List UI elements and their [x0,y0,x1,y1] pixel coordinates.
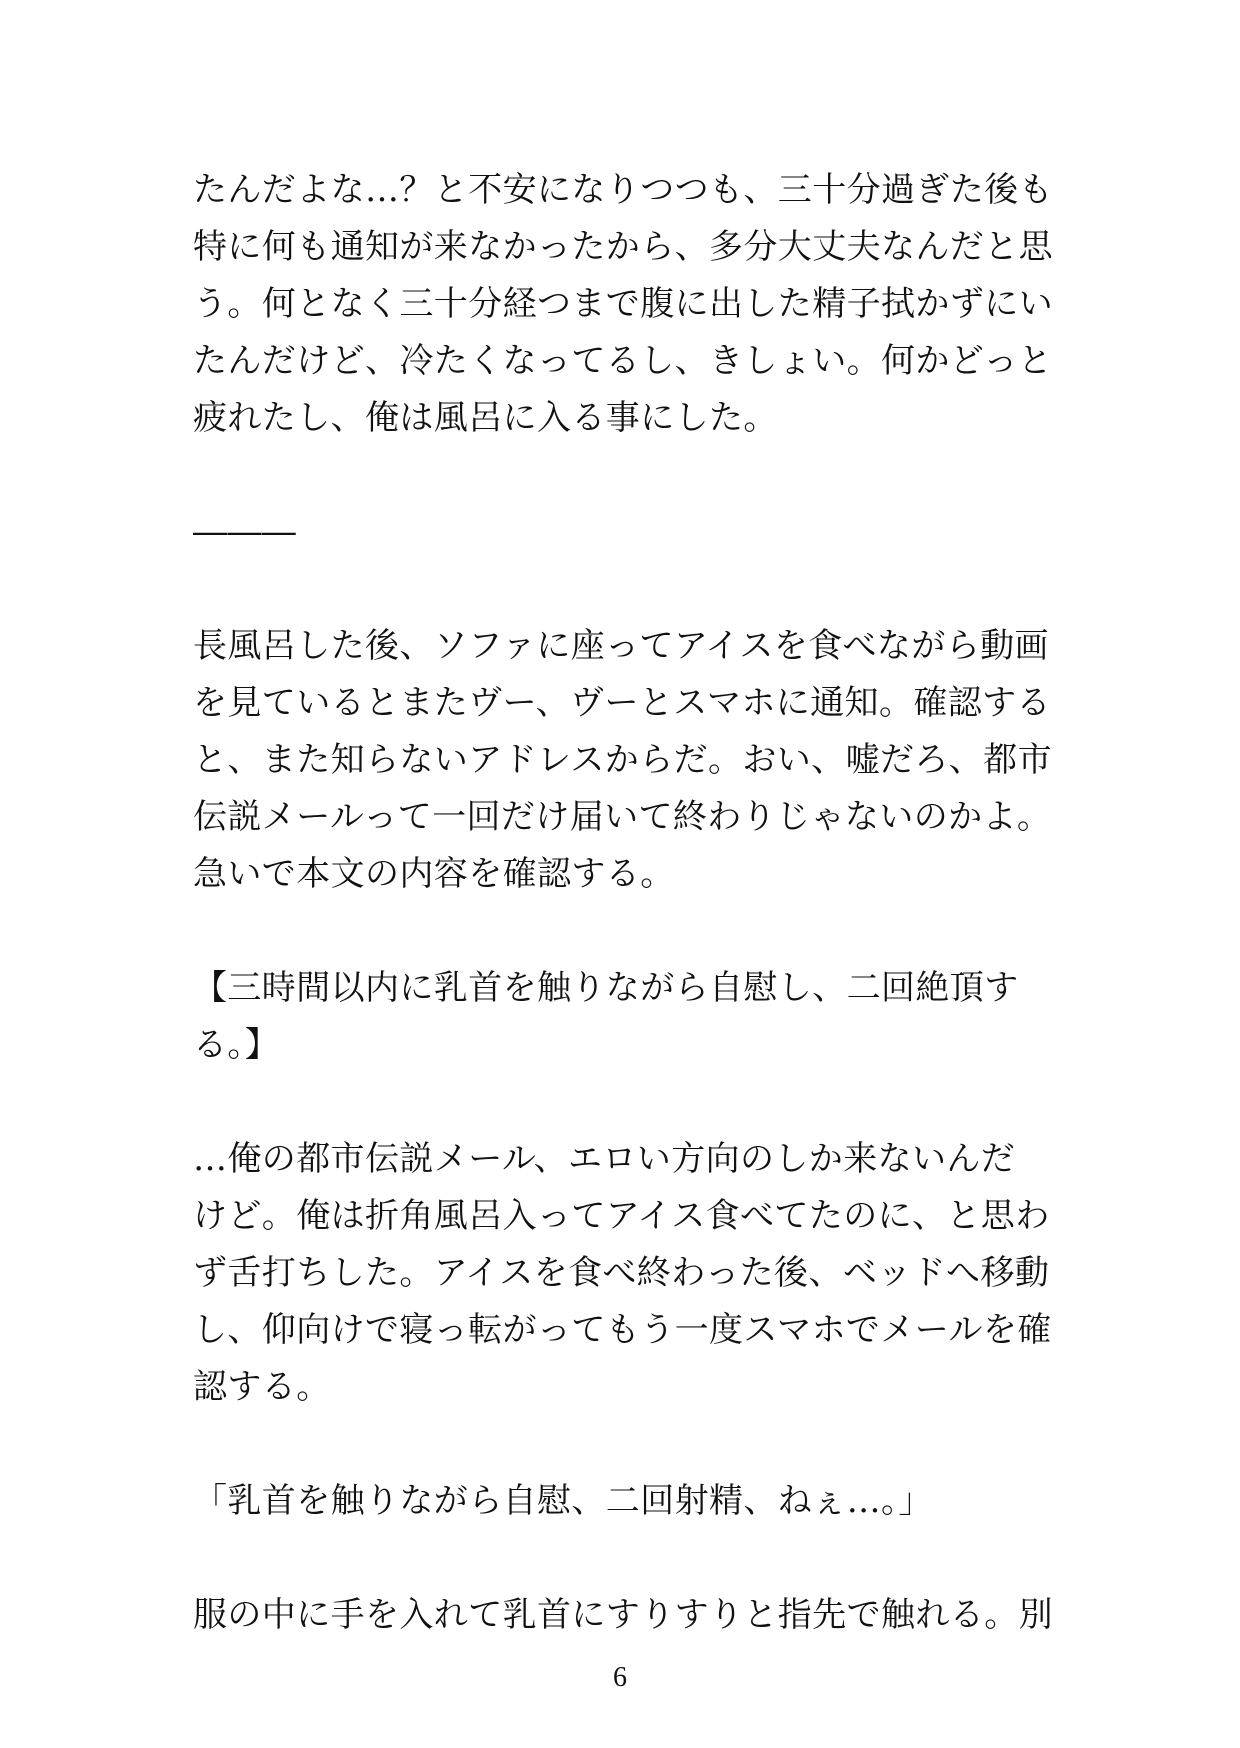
text-line: 特に何も通知が来なかったから、多分大丈夫なんだと思 [193,227,1053,267]
text-line: 【三時間以内に乳首を触りながら自慰し、二回絶頂す [193,968,1019,1008]
text-line: 長風呂した後、ソファに座ってアイスを食べながら動画 [193,626,1049,666]
text-line: 疲れたし、俺は風呂に入る事にした。 [193,398,778,438]
text-line: 認する。 [193,1367,331,1407]
paragraph [193,162,1073,447]
text-line: たんだよな…？と不安になりつつも、三十分過ぎた後も [193,170,1053,210]
text-line: と、また知らないアドレスからだ。おい、嘘だろ、都市 [193,740,1052,780]
text-line: …俺の都市伝説メール、エロい方向のしか来ないんだ [193,1139,1016,1179]
text-line: う。何となく三十分経つまで腹に出した精子拭かずにい [193,284,1053,324]
scene-break-dash: ――― [193,512,297,552]
text-line: 服の中に手を入れて乳首にすりすりと指先で触れる。別 [193,1595,1053,1635]
text-line: ず舌打ちした。アイスを食べ終わった後、ベッドへ移動 [193,1253,1050,1293]
paragraph-gap [193,903,1073,960]
text-line: 伝説メールって一回だけ届いて終わりじゃないのかよ。 [193,797,1052,837]
scene-break [193,504,1073,561]
paragraph [193,1587,1073,1644]
paragraph-gap [193,1530,1073,1587]
body-text [193,162,1073,1644]
text-line: たんだけど、冷たくなってるし、きしょい。何かどっと [193,341,1053,381]
paragraph-gap [193,1416,1073,1473]
dialogue [193,1473,1073,1530]
text-line: けど。俺は折角風呂入ってアイス食べてたのに、と思わ [193,1196,1050,1236]
text-line: 急いで本文の内容を確認する。 [193,854,675,894]
message-quote [193,960,1073,1074]
text-line: る。】 [193,1025,280,1065]
text-line: 「乳首を触りながら自慰、二回射精、ねぇ…。」 [193,1481,933,1521]
paragraph-gap [193,1074,1073,1131]
page-number: 6 [613,1662,627,1693]
text-line: を見ているとまたヴー、ヴーとスマホに通知。確認する [193,683,1051,723]
paragraph-gap [193,447,1073,504]
text-line: し、仰向けで寝っ転がってもう一度スマホでメールを確 [193,1310,1052,1350]
paragraph [193,618,1073,903]
paragraph [193,1131,1073,1416]
paragraph-gap [193,561,1073,618]
